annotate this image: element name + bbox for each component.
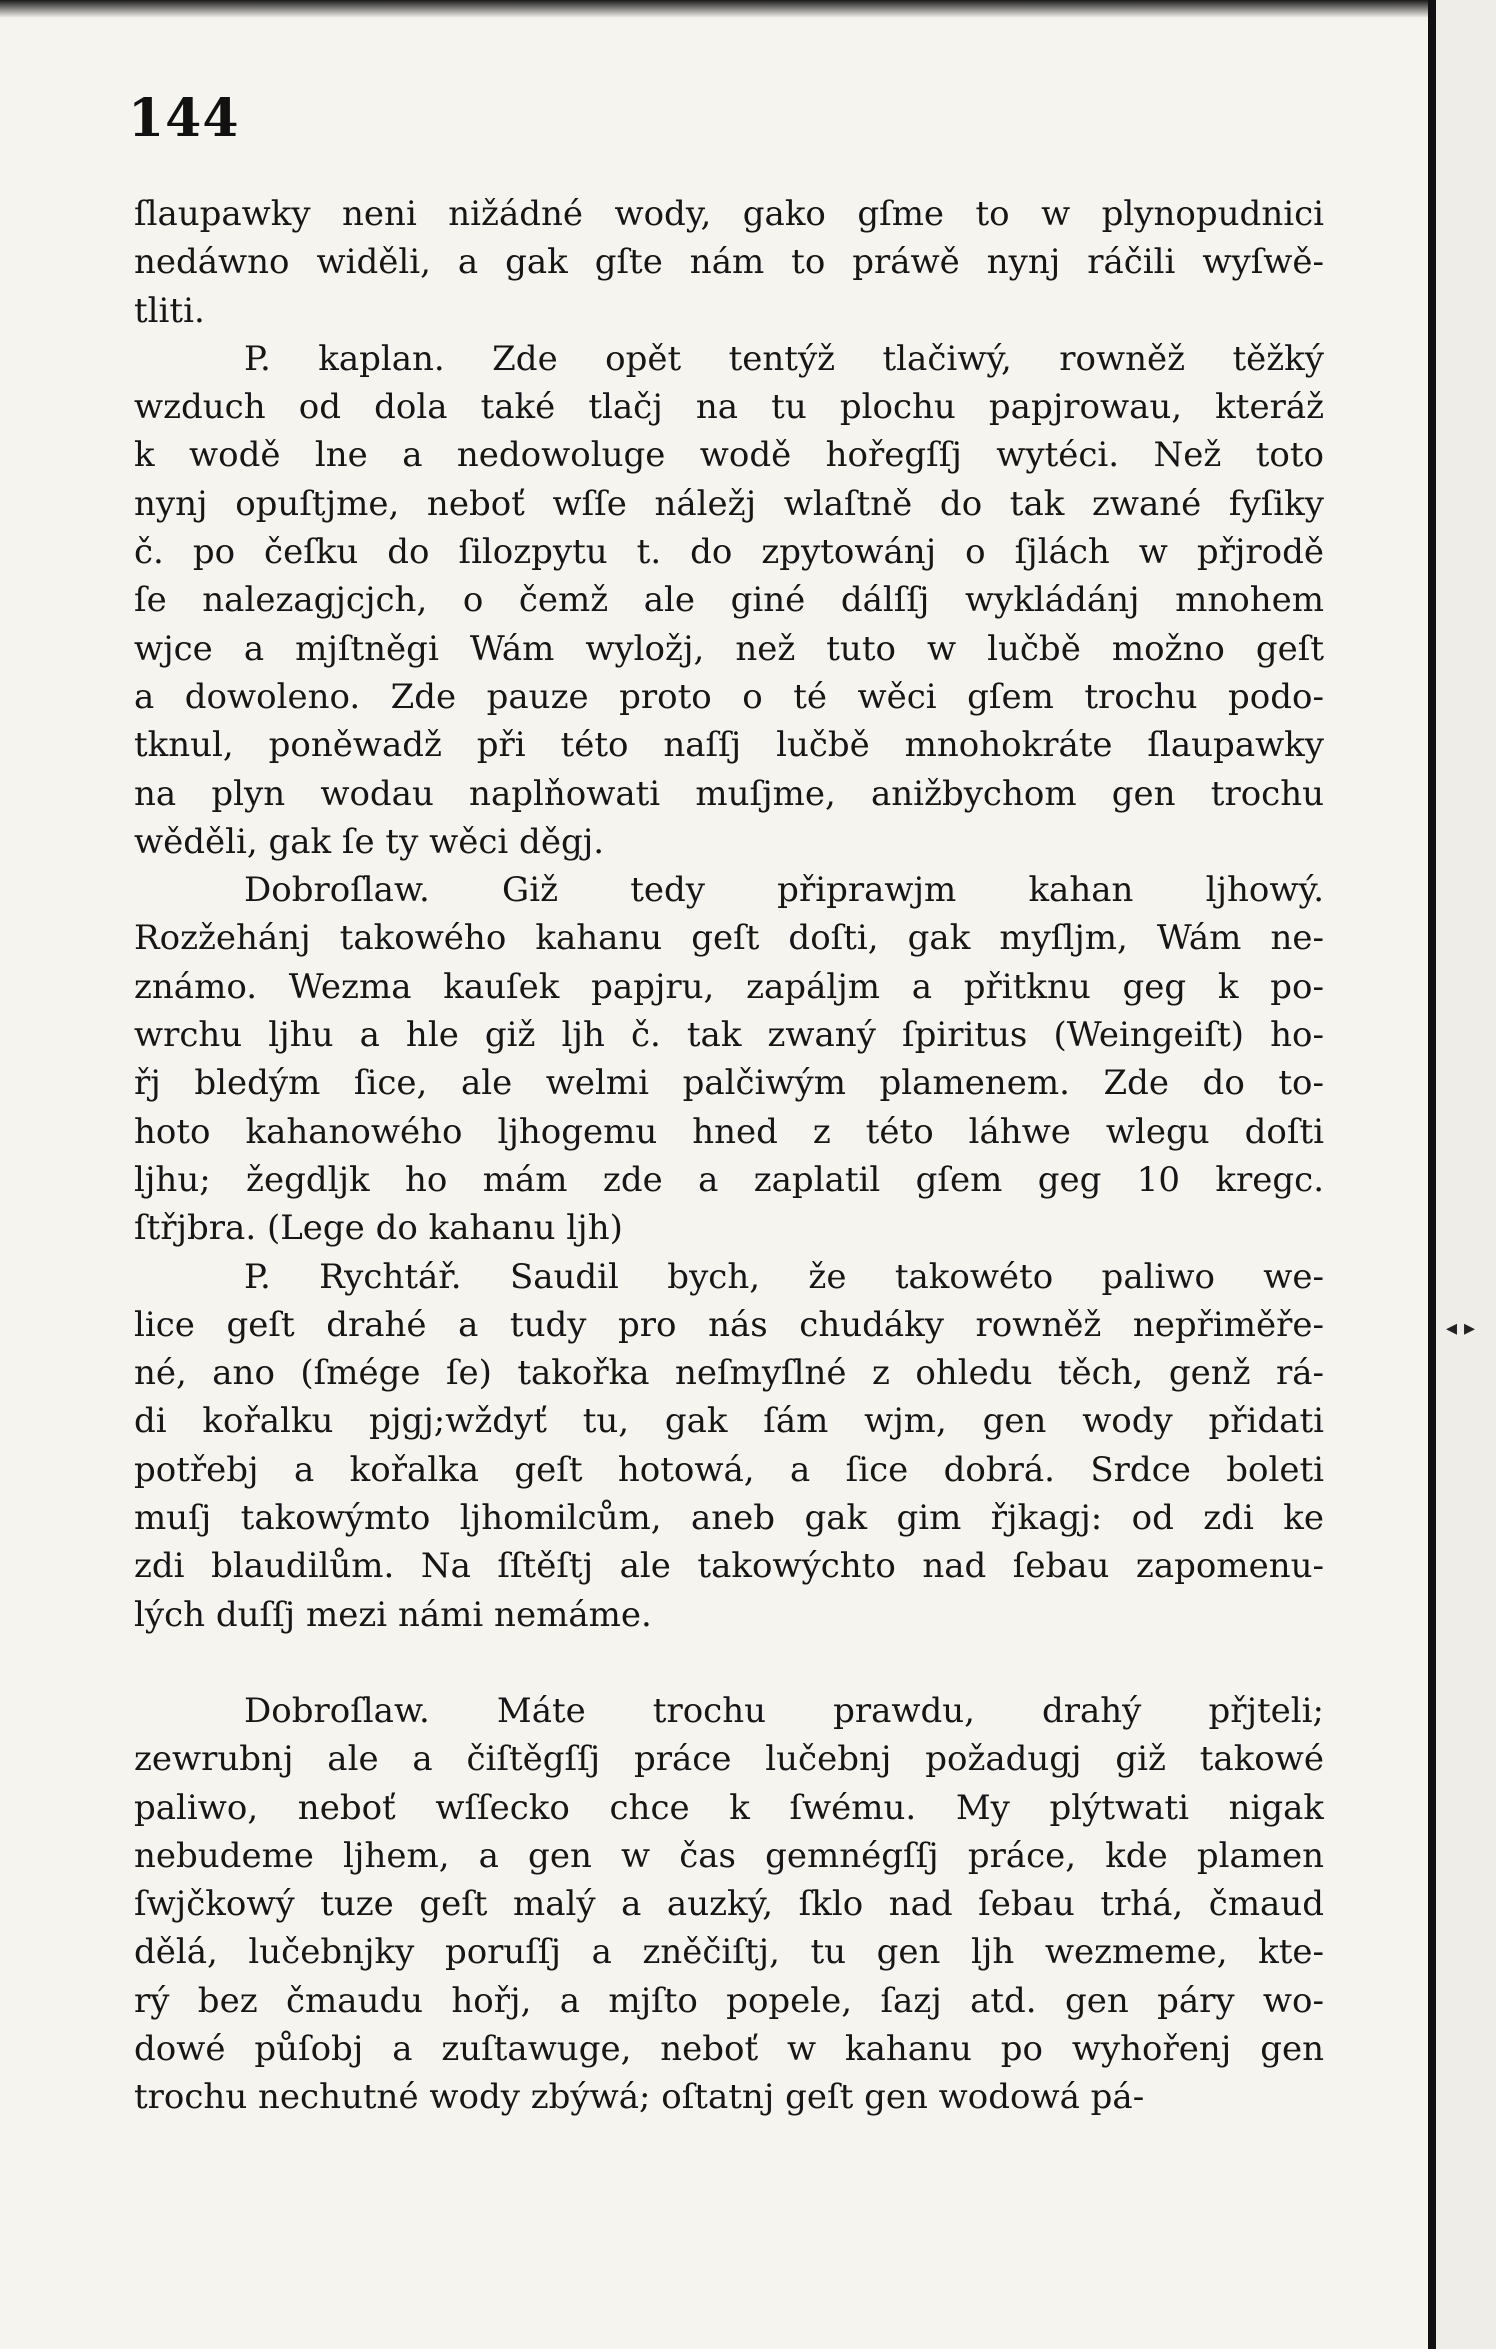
text-line: nebudeme ljhem, a gen w čas gemnégſſj práce, kde plamen [134, 1835, 1324, 1876]
text-line: dělá, lučebnjky poruſſj a zněčiſtj, tu gen ljh wezmeme, kte- [134, 1932, 1324, 1973]
text-line: muſj takowýmto ljhomilcům, aneb gak gim řjkagj: od zdi ke [134, 1498, 1324, 1539]
text-line: rý bez čmaudu hořj, a mjſto popele, ſazj atd. gen páry wo- [134, 1980, 1324, 2021]
paragraph [134, 1687, 1324, 2122]
text-line: ſwjčkowý tuze geſt malý a auzký, ſklo nad ſebau trhá, čmaud [134, 1884, 1324, 1925]
paragraph [134, 190, 1324, 335]
text-line: di kořalku pjgj;wždyť tu, gak ſám wjm, gen wody přidati [134, 1401, 1324, 1442]
text-line: ljhu; žegdljk ho mám zde a zaplatil gſem geg 10 kregc. [134, 1159, 1324, 1200]
text-line: Dobroſlaw. Máte trochu prawdu, drahý přjteli; [244, 1690, 1324, 1731]
text-line: potřebj a kořalka geſt hotowá, a ſice dobrá. Srdce boleti [134, 1449, 1324, 1490]
text-line: Rozžehánj takowého kahanu geſt doſti, gak myſljm, Wám ne- [134, 918, 1324, 959]
text-line: wjce a mjſtněgi Wám wyložj, než tuto w lučbě možno geſt [134, 628, 1324, 669]
paragraph-container [134, 190, 1324, 2122]
text-line: lých duſſj mezi námi nemáme. [134, 1594, 652, 1635]
text-line: nynj opuſtjme, neboť wſſe náležj wlaſtně do tak zwané fyſiky [134, 483, 1324, 524]
text-line: zdi blaudilům. Na ſſtěſtj ale takowýchto nad ſebau zapomenu- [134, 1546, 1324, 1587]
text-line: č. po čeſku do ſilozpytu t. do zpytowánj o ſjlách w přjrodě [134, 532, 1324, 573]
text-line: wrchu ljhu a hle giž ljh č. tak zwaný ſpiritus (Weingeiſt) ho- [134, 1015, 1324, 1056]
text-line: k wodě lne a nedowoluge wodě hořegſſj wytéci. Než toto [134, 435, 1324, 476]
text-line: známo. Wezma kauſek papjru, zapáljm a přitknu geg k po- [134, 966, 1324, 1007]
paragraph-gap [134, 1639, 1324, 1687]
margin-mark: ◂ ▸ [1446, 1316, 1476, 1341]
text-line: lice geſt drahé a tudy pro nás chudáky rowněž nepřiměře- [134, 1304, 1324, 1345]
paragraph [134, 335, 1324, 866]
text-line: nedáwno widěli, a gak gſte nám to práwě nynj ráčili wyſwě- [134, 242, 1324, 283]
text-line: né, ano (ſmége ſe) takořka neſmyſlné z ohledu těch, genž rá- [134, 1353, 1324, 1394]
text-line: wěděli, gak ſe ty wěci děgj. [134, 821, 605, 862]
text-line: wzduch od dola také tlačj na tu plochu papjrowau, kteráž [134, 387, 1324, 428]
text-line: P. kaplan. Zde opět tentýž tlačiwý, rowněž těžký [244, 338, 1324, 379]
page-number: 144 [128, 88, 240, 149]
paragraph [134, 866, 1324, 1252]
text-line: Dobroſlaw. Giž tedy připrawjm kahan ljhowý. [244, 870, 1324, 911]
text-line: ſe nalezagjcjch, o čemž ale giné dálſſj wykládánj mnohem [134, 580, 1324, 621]
text-line: trochu nechutné wody zbýwá; oſtatnj geſt gen wodowá pá- [134, 2077, 1145, 2118]
text-line: řj bledým ſice, ale welmi palčiwým plamenem. Zde do to- [134, 1063, 1324, 1104]
text-line: tknul, poněwadž při této naſſj lučbě mnohokráte ſlaupawky [134, 725, 1324, 766]
text-line: na plyn wodau naplňowati muſjme, anižbychom gen trochu [134, 773, 1324, 814]
text-line: paliwo, neboť wſſecko chce k ſwému. My plýtwati nigak [134, 1787, 1324, 1828]
text-line: tliti. [134, 290, 205, 331]
page-gutter [1428, 0, 1496, 2349]
text-line: dowé půſobj a zuſtawuge, neboť w kahanu po wyhořenj gen [134, 2028, 1324, 2069]
paragraph [134, 1253, 1324, 1639]
text-line: a dowoleno. Zde pauze proto o té wěci gſem trochu podo- [134, 676, 1324, 717]
text-line: hoto kahanowého ljhogemu hned z této láhwe wlegu doſti [134, 1111, 1324, 1152]
text-line: ſlaupawky neni nižádné wody, gako gſme to w plynopudnici [134, 194, 1324, 234]
page-edge-shadow [0, 0, 1428, 18]
text-line: zewrubnj ale a čiſtěgſſj práce lučebnj požadugj giž takowé [134, 1739, 1324, 1780]
text-line: ſtřjbra. (Lege do kahanu ljh) [134, 1208, 623, 1249]
text-line: P. Rychtář. Saudil bych, že takowéto paliwo we- [244, 1256, 1324, 1297]
body-text [134, 190, 1324, 2122]
